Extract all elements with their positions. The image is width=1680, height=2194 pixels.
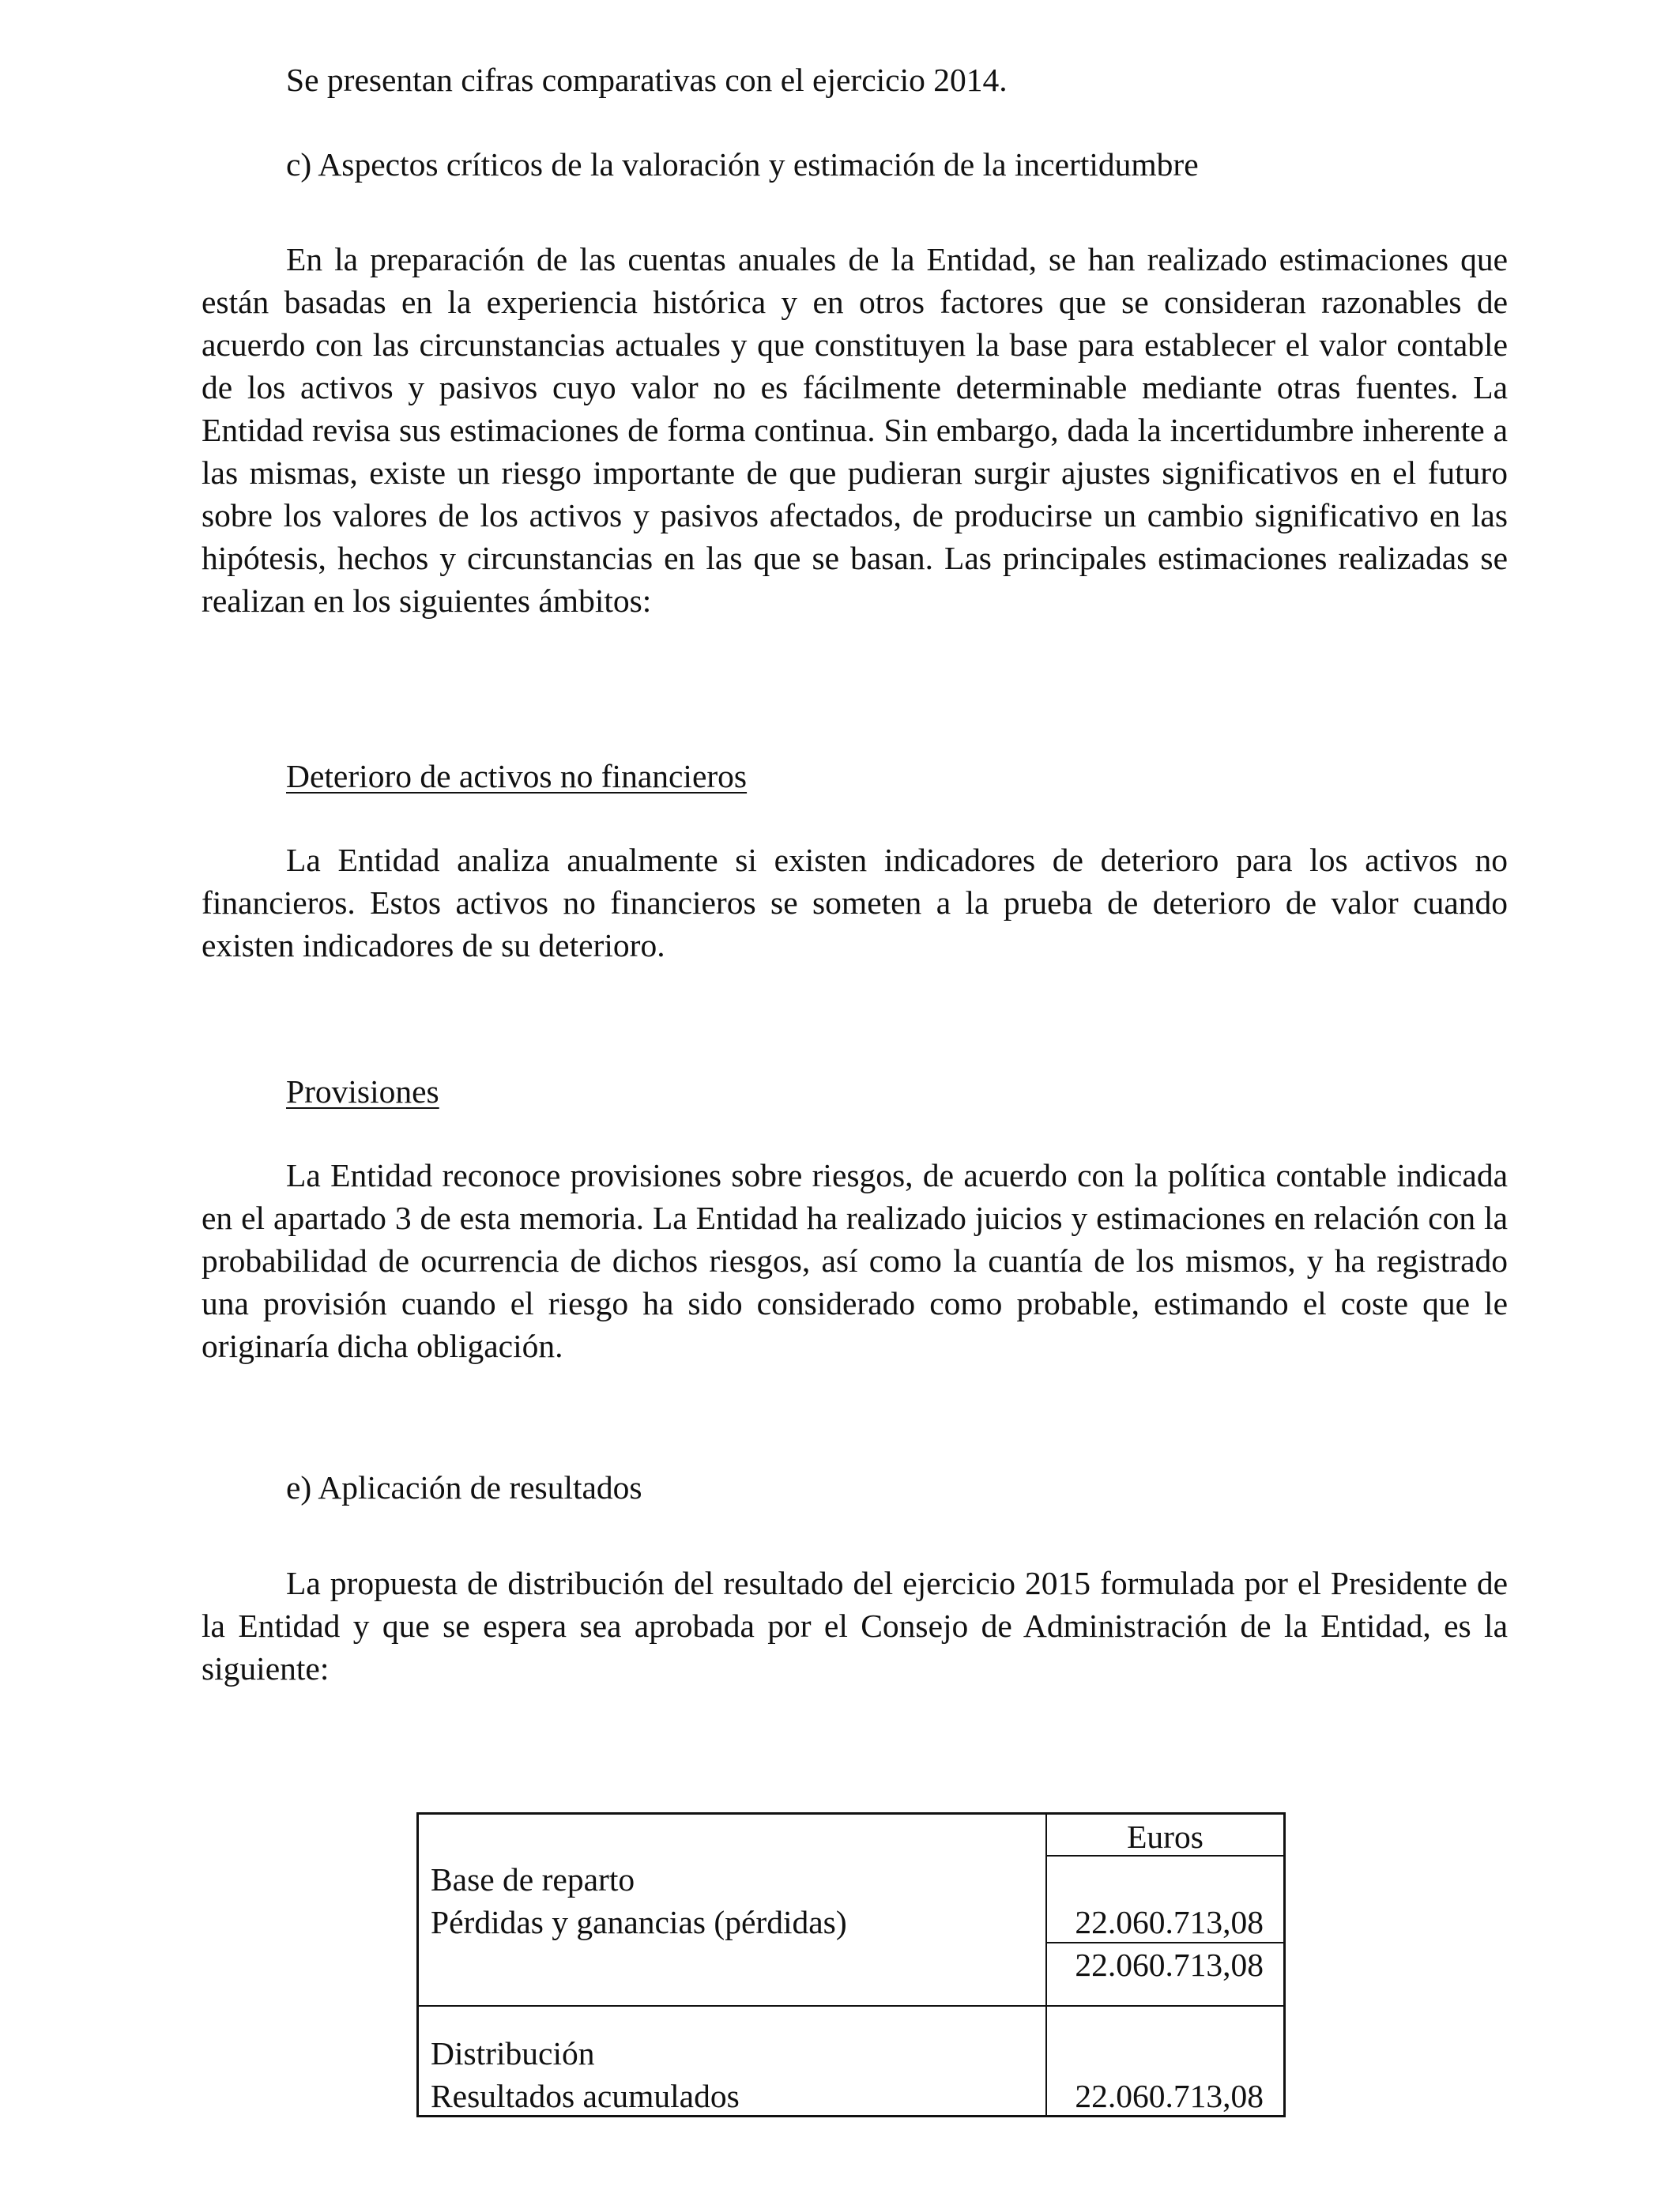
deterioro-heading-text: Deterioro de activos no financieros [286,758,748,794]
section-c-heading: c) Aspectos críticos de la valoración y estimación de la incertidumbre [286,146,1199,183]
deterioro-paragraph: La Entidad analiza anualmente si existen indicadores de deterioro para los activos no financieros. Estos activos no financieros se someten a la prueba de deterioro de valor cuando existen indicadores de su deterioro. [202,842,1508,963]
provisiones-paragraph: La Entidad reconoce provisiones sobre riesgos, de acuerdo con la política contable indicada en el apartado 3 de esta memoria. La Entidad ha realizado juicios y estimaciones en relación con la probabilidad de ocurrencia de dichos riesgos, así como la cuantía de los mismos, y ha registrado una provisión cuando el riesgo ha sido considerado como probable, estimando el coste que le originaría dicha obligación. [202,1157,1508,1364]
table-border-left [416,1812,419,2117]
deterioro-heading [286,755,1592,797]
table-border-top [416,1812,1286,1815]
base-reparto-label: Base de reparto [431,1861,635,1898]
estimaciones-paragraph: En la preparación de las cuentas anuales de la Entidad, se han realizado estimaciones que están basadas en la experiencia histórica y en otros factores que se consideran razonables de acuerdo con las circunstancias actuales y que constituyen la base para establecer el valor contable de los activos y pasivos cuyo valor no es fácilmente determinable mediante otras fuentes. La Entidad revisa sus estimaciones de forma continua. Sin embargo, dada la incertidumbre inherente a las mismas, existe un riesgo importante de que pudieran surgir ajustes significativos en el futuro sobre los valores de los activos y pasivos afectados, de producirse un cambio significativo en las hipótesis, hechos y circunstancias en las que se basan. Las principales estimaciones realizadas se realizan en los siguientes ámbitos: [202,241,1508,619]
perdidas-value: 22.060.713,08 [1075,1904,1264,1940]
perdidas-label: Pérdidas y ganancias (pérdidas) [431,1904,847,1940]
base-total-value: 22.060.713,08 [1075,1947,1264,1983]
table-border-right [1283,1812,1286,2117]
resultados-label: Resultados acumulados [431,2078,740,2114]
resultados-value: 22.060.713,08 [1075,2078,1264,2114]
section-e-heading: e) Aplicación de resultados [286,1469,642,1506]
aplicacion-paragraph: La propuesta de distribución del resultado del ejercicio 2015 formulada por el Presidente de la Entidad y que se espera sea aprobada por el Consejo de Administración de la Entidad, es la siguiente: [202,1565,1508,1687]
euros-header: Euros [1127,1819,1203,1855]
section-divider-line [416,2005,1283,2007]
comparativas-text: Se presentan cifras comparativas con el ejercicio 2014. [286,62,1008,98]
subtotal-line [1045,1942,1283,1943]
distribucion-label: Distribución [431,2035,595,2071]
provisiones-heading [286,1070,1592,1113]
provisiones-heading-text: Provisiones [286,1073,439,1110]
